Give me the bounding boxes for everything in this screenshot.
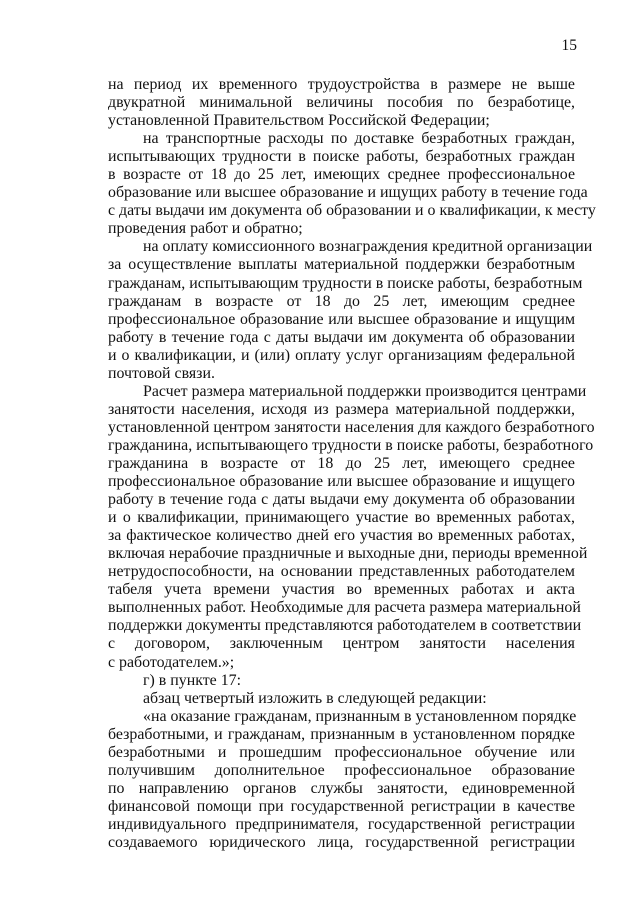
text-line: с работодателем.»; <box>108 653 235 671</box>
text-line: создаваемого юридического лица, государственной регистрации <box>108 833 575 851</box>
text-line: на период их временного трудоустройства в размере не выше <box>108 76 575 93</box>
text-line: Расчет размера материальной поддержки производится центрами <box>143 382 587 400</box>
text-line: и о квалификации, принимающего участие во временных работах, <box>108 509 575 527</box>
text-line: профессиональное образование или высшее образование и ищущего <box>108 473 575 491</box>
text-line: включая нерабочие праздничные и выходные дни, периоды временной <box>108 545 588 563</box>
text-line: работу в течение года с даты выдачи им документа об образовании <box>108 328 575 346</box>
paragraph <box>108 130 596 238</box>
text-line: за осуществление выплаты материальной поддержки безработным <box>108 256 575 274</box>
text-line: испытывающих трудности в поиске работы, безработных граждан <box>108 148 575 166</box>
text-line: табеля учета времени участия во временных работах и акта <box>108 581 575 599</box>
text-line: на оплату комиссионного вознаграждения кредитной организации <box>143 238 593 256</box>
text-line: гражданина, испытывающего трудности в поиске работы, безработного <box>108 436 594 454</box>
text-line: по направлению органов службы занятости, единовременной <box>108 779 575 797</box>
document-body <box>108 76 596 852</box>
text-line: установленной Правительством Российской Федерации; <box>108 112 490 130</box>
text-line: профессиональное образование или высшее образование и ищущим <box>108 310 575 328</box>
text-line: финансовой помощи при государственной регистрации в качестве <box>108 797 575 815</box>
text-line: гражданина в возрасте от 18 до 25 лет, имеющего среднее <box>108 454 575 472</box>
text-line: с даты выдачи им документа об образовании и о квалификации, к месту <box>108 202 596 220</box>
text-line: в возрасте от 18 до 25 лет, имеющих среднее профессиональное <box>108 166 575 184</box>
text-line: нетрудоспособности, на основании представленных работодателем <box>108 563 575 581</box>
text-line: двукратной минимальной величины пособия по безработице, <box>108 94 575 112</box>
text-line: и о квалификации, и (или) оплату услуг организациям федеральной <box>108 346 575 364</box>
paragraph <box>108 76 575 130</box>
paragraph <box>108 382 595 672</box>
text-line: получившим дополнительное профессиональное образование <box>108 761 575 779</box>
text-line: г) в пункте 17: <box>143 671 241 689</box>
text-line: с договором, заключенным центром занятости населения <box>108 635 575 653</box>
text-line: безработными и прошедшим профессиональное обучение или <box>108 743 575 761</box>
paragraph <box>108 690 575 708</box>
text-line: за фактическое количество дней его участия во временных работах, <box>108 527 575 545</box>
paragraph <box>108 238 593 382</box>
text-line: абзац четвертый изложить в следующей редакции: <box>143 689 487 707</box>
paragraph <box>108 708 575 852</box>
text-line: проведения работ и обратно; <box>108 220 303 238</box>
paragraph <box>108 672 575 690</box>
text-line: установленной центром занятости населения для каждого безработного <box>108 418 595 436</box>
text-line: образование или высшее образование и ищущих работу в течение года <box>108 184 588 202</box>
page-number: 15 <box>561 37 577 54</box>
text-line: гражданам, испытывающим трудности в поиске работы, безработным <box>108 274 583 292</box>
text-line: на транспортные расходы по доставке безработных граждан, <box>143 130 575 148</box>
text-line: поддержки документы представляются работодателем в соответствии <box>108 617 582 635</box>
text-line: занятости населения, исходя из размера материальной поддержки, <box>108 400 575 418</box>
text-line: работу в течение года с даты выдачи ему документа об образовании <box>108 491 575 509</box>
text-line: индивидуального предпринимателя, государственной регистрации <box>108 815 575 833</box>
text-line: «на оказание гражданам, признанным в установленном порядке <box>143 707 577 725</box>
text-line: безработными, и гражданам, признанным в установленном порядке <box>108 725 575 743</box>
text-line: почтовой связи. <box>108 364 215 382</box>
text-line: выполненных работ. Необходимые для расчета размера материальной <box>108 599 581 617</box>
text-line: гражданам в возрасте от 18 до 25 лет, имеющим среднее <box>108 292 575 310</box>
